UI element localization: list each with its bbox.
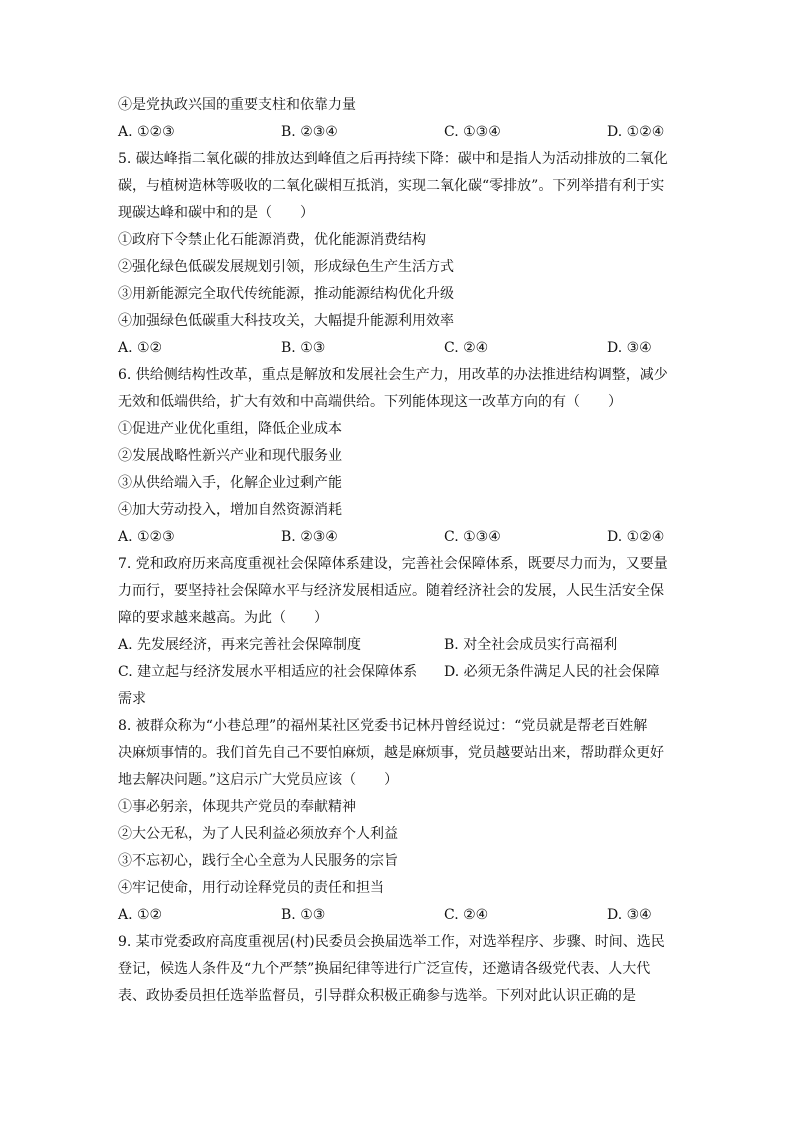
option-d: D. ③④ bbox=[607, 907, 652, 923]
question-content bbox=[118, 92, 674, 1010]
option-c: C. ②④ bbox=[444, 907, 489, 923]
question-item: ④加强绿色低碳重大科技攻关，大幅提升能源利用效率 bbox=[118, 313, 454, 329]
option-c: C. ①③④ bbox=[444, 124, 501, 140]
question-item: ②大公无私，为了人民利益必须放弃个人利益 bbox=[118, 826, 398, 842]
stem-line: 登记，候选人条件及“九个严禁”换届纪律等进行广泛宣传，还邀请各级党代表、人大代 bbox=[118, 961, 651, 977]
option-c: C. ①③④ bbox=[444, 529, 501, 545]
question-item: ②强化绿色低碳发展规划引领，形成绿色生产生活方式 bbox=[118, 259, 454, 275]
question-item: ③从供给端入手，化解企业过剩产能 bbox=[118, 475, 342, 491]
question-item: ④加大劳动投入，增加自然资源消耗 bbox=[118, 502, 342, 518]
question-item: ②发展战略性新兴产业和现代服务业 bbox=[118, 448, 342, 464]
stem-line: 5. 碳达峰指二氧化碳的排放达到峰值之后再持续下降：碳中和是指人为活动排放的二氧化 bbox=[118, 151, 668, 167]
stem-line: 9. 某市党委政府高度重视居(村)民委员会换届选举工作，对选举程序、步骤、时间、选民 bbox=[118, 934, 665, 950]
stem-line: 碳，与植树造林等吸收的二氧化碳相互抵消，实现二氧化碳“零排放”。下列举措有利于实 bbox=[118, 178, 665, 194]
stem-line: 8. 被群众称为“小巷总理”的福州某社区党委书记林丹曾经说过：“党员就是帮老百姓解 bbox=[118, 718, 648, 734]
option-c: C. 建立起与经济发展水平相适应的社会保障体系 bbox=[118, 664, 418, 680]
option-row bbox=[118, 524, 674, 551]
stem-line: 地去解决问题。”这启示广大党员应该（ ） bbox=[118, 772, 399, 788]
option-b: B. ①③ bbox=[281, 907, 326, 923]
question-item: ④是党执政兴国的重要支柱和依靠力量 bbox=[118, 97, 356, 113]
option-row bbox=[118, 119, 674, 146]
option-b: B. ②③④ bbox=[281, 529, 338, 545]
question-8-stem bbox=[118, 713, 674, 794]
stem-line: 表、政协委员担任选举监督员，引导群众积极正确参与选举。下列对此认识正确的是 bbox=[118, 988, 636, 1004]
option-d: D. ①②④ bbox=[607, 124, 665, 140]
question-item: ③用新能源完全取代传统能源，推动能源结构优化升级 bbox=[118, 286, 454, 302]
stem-line: 障的要求越来越高。为此（ ） bbox=[118, 610, 328, 626]
option-a: A. 先发展经济，再来完善社会保障制度 bbox=[118, 637, 362, 653]
option-d: D. ③④ bbox=[607, 340, 652, 356]
option-d: D. ①②④ bbox=[607, 529, 665, 545]
option-row bbox=[118, 335, 674, 362]
option-a: A. ①②③ bbox=[118, 124, 175, 140]
option-d: D. 必须无条件满足人民的社会保障 bbox=[444, 664, 660, 680]
question-item: ④牢记使命，用行动诠释党员的责任和担当 bbox=[118, 880, 384, 896]
option-a: A. ①②③ bbox=[118, 529, 175, 545]
stem-line: 7. 党和政府历来高度重视社会保障体系建设，完善社会保障体系，既要尽力而为，又要量 bbox=[118, 556, 668, 572]
stem-line: 现碳达峰和碳中和的是（ ） bbox=[118, 205, 314, 221]
option-c: C. ②④ bbox=[444, 340, 489, 356]
question-item: ①事必躬亲，体现共产党员的奉献精神 bbox=[118, 799, 356, 815]
question-9-stem bbox=[118, 929, 674, 1010]
option-b: B. ②③④ bbox=[281, 124, 338, 140]
question-item: ①政府下令禁止化石能源消费，优化能源消费结构 bbox=[118, 232, 426, 248]
question-6-stem bbox=[118, 362, 674, 416]
stem-line: 决麻烦事情的。我们首先自己不要怕麻烦，越是麻烦事，党员越要站出来，帮助群众更好 bbox=[118, 745, 664, 761]
question-5-stem bbox=[118, 146, 674, 227]
option-b: B. 对全社会成员实行高福利 bbox=[444, 637, 618, 653]
option-row bbox=[118, 902, 674, 929]
option-row bbox=[118, 659, 674, 686]
question-7-stem bbox=[118, 551, 674, 632]
stem-line: 力而行，要坚持社会保障水平与经济发展相适应。随着经济社会的发展，人民生活安全保 bbox=[118, 583, 664, 599]
option-a: A. ①② bbox=[118, 907, 163, 923]
option-a: A. ①② bbox=[118, 340, 163, 356]
option-d-continuation: 需求 bbox=[118, 691, 146, 707]
question-item: ③不忘初心，践行全心全意为人民服务的宗旨 bbox=[118, 853, 398, 869]
stem-line: 6. 供给侧结构性改革，重点是解放和发展社会生产力，用改革的办法推进结构调整，减少 bbox=[118, 367, 668, 383]
option-b: B. ①③ bbox=[281, 340, 326, 356]
stem-line: 无效和低端供给，扩大有效和中高端供给。下列能体现这一改革方向的有（ ） bbox=[118, 394, 622, 410]
option-row bbox=[118, 632, 674, 659]
question-item: ①促进产业优化重组，降低企业成本 bbox=[118, 421, 342, 437]
